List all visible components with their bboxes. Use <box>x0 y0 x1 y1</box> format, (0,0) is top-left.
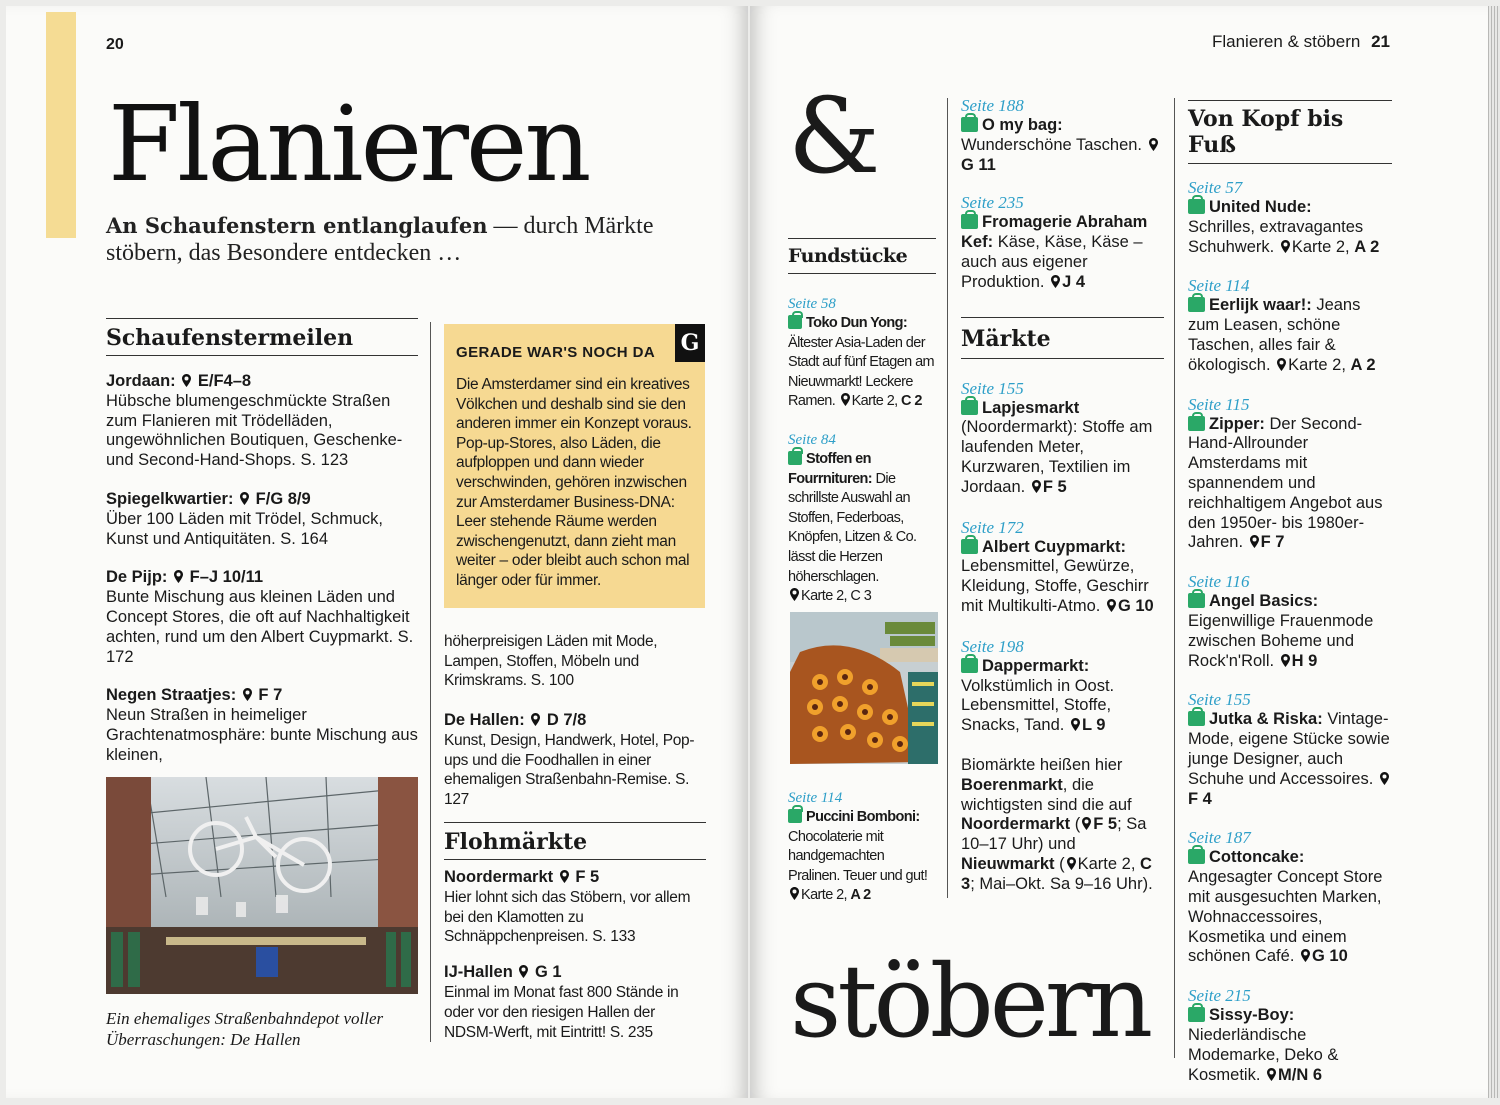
map-pin-icon <box>531 713 540 726</box>
entry-body <box>1188 848 1392 967</box>
kopf-column <box>1188 100 1392 1085</box>
shopping-bag-icon <box>1188 849 1205 864</box>
col2-continuation: höherpreisigen Läden mit Mode, Lampen, Stoffen, Möbeln und Krimskrams. S. 100 <box>444 633 658 689</box>
entry-ref: M/N 6 <box>1278 1065 1323 1084</box>
bio-text: ; Mai–Okt. Sa 9–16 Uhr). <box>970 874 1153 893</box>
yellow-accent-bar <box>46 12 76 238</box>
entry-ref: Karte 2, <box>1288 355 1346 374</box>
de-hallen-photo <box>106 777 418 994</box>
shopping-bag-icon <box>788 451 802 465</box>
seite-ref: Seite 155 <box>961 378 1024 398</box>
map-pin-icon <box>1071 718 1080 731</box>
page-header <box>1212 32 1390 52</box>
entry-ref: Karte 2, C 3 <box>801 588 872 605</box>
entry-text: Chocolaterie mit handgemachten Pralinen. Teuer und gut! <box>788 828 928 884</box>
entry-text: Bunte Mischung aus kleinen Läden und Concept Stores, die oft auf Nachhaltigkeit achten, rund um den Albert Cuypmarkt. S. 172 <box>106 588 414 666</box>
seite-ref: Seite 57 <box>1188 178 1243 197</box>
flohmaerkte-heading: Flohmärkte <box>444 822 706 860</box>
shopping-bag-icon <box>961 539 978 554</box>
entry-ref: G 10 <box>1117 596 1154 615</box>
bio-text: ( <box>1070 815 1081 834</box>
entry-text: Ältester Asia-Laden der Stadt auf fünf Etagen am Nieuwmarkt! Leckere Ramen. <box>788 334 935 410</box>
shopping-bag-icon <box>1188 416 1205 431</box>
entry-text: Eigenwillige Frauenmode zwischen Boheme und Rock'n'Roll. <box>1188 611 1374 670</box>
title-ampersand: & <box>788 75 881 197</box>
seite-ref: Seite 84 <box>788 431 836 448</box>
entry-ref: E/F4–8 <box>197 372 252 390</box>
entry-text: Volkstümlich in Oost. Lebensmittel, Stoffe, Snacks, Tand. <box>961 676 1115 735</box>
entry-name: Sissy-Boy: <box>1209 1006 1295 1025</box>
bio-bold: Noordermarkt <box>961 815 1071 834</box>
entry-body <box>1188 415 1392 554</box>
entry-name: De Hallen: <box>444 711 525 729</box>
map-pin-icon <box>1301 949 1310 962</box>
map-pin-icon <box>1380 772 1389 785</box>
shopping-bag-icon <box>961 400 978 415</box>
entry-de-pijp <box>106 568 418 667</box>
seite-ref: Seite 198 <box>961 636 1024 656</box>
entry-body <box>961 399 1164 498</box>
entry-name: Albert Cuypmarkt: <box>982 537 1126 556</box>
shopping-bag-icon <box>961 658 978 673</box>
entry-grid: C 2 <box>901 393 922 410</box>
entry-text: Kunst, Design, Handwerk, Hotel, Pop-ups und die Foodhallen in einer ehemaligen Straßenbahn-Remise. S. 127 <box>444 731 695 809</box>
intro-text <box>106 212 666 267</box>
shopping-bag-icon <box>788 809 802 823</box>
right-page <box>750 6 1488 1098</box>
page-number-right: 21 <box>1371 32 1390 51</box>
shopping-bag-icon <box>961 117 978 132</box>
column-divider <box>947 98 948 898</box>
intro-rest: — durch Märkte stöbern, das Besondere entdecken … <box>106 213 654 266</box>
entry-ref: Karte 2, <box>851 393 898 410</box>
kopf-entry <box>1188 572 1392 671</box>
entry-text: Über 100 Läden mit Trödel, Schmuck, Kunst und Antiquitäten. S. 164 <box>106 509 383 548</box>
flohmaerkte-column <box>444 822 706 1042</box>
g-badge: G <box>675 324 705 362</box>
entry-dappermarkt <box>961 637 1164 736</box>
shopping-bag-icon <box>961 214 978 229</box>
entry-text: Jeans zum Leasen, schöne Taschen, alles fair & ökologisch. <box>1188 296 1361 374</box>
entry-ref: G 1 <box>534 963 562 982</box>
fundstuecke-column <box>788 238 936 607</box>
entry-name: Stoffen en Fourrnituren: <box>788 450 873 487</box>
entry-name: Toko Dun Yong: <box>806 315 908 331</box>
entry-o-my-bag <box>961 96 1164 175</box>
map-pin-icon <box>560 870 569 883</box>
entry-text: Hier lohnt sich das Stöbern, vor allem bei den Klamotten zu Schnäppchenpreisen. S. 133 <box>444 888 691 946</box>
entry-name: Eerlijk waar!: <box>1209 296 1312 315</box>
entry-ref: Karte 2, <box>1291 237 1350 256</box>
seite-ref: Seite 172 <box>961 517 1024 537</box>
map-pin-icon <box>1149 138 1158 151</box>
seite-ref: Seite 155 <box>1188 690 1251 710</box>
gerade-box <box>444 324 705 608</box>
entry-ref: G 10 <box>1312 947 1348 966</box>
map-pin-icon <box>243 688 252 701</box>
bio-text: ; Sa 10–17 Uhr) und <box>961 815 1147 854</box>
intro-bold: An Schaufenstern entlanglaufen <box>106 213 488 238</box>
kopf-entry <box>1188 276 1392 375</box>
shopping-bag-icon <box>1188 199 1205 214</box>
entry-text: Die schrillste Auswahl an Stoffen, Federboas, Knöpfen, Litzen & Co. lässt die Herzen höherschlagen. <box>788 470 917 585</box>
seite-ref: Seite 114 <box>788 790 843 806</box>
entry-name: Jordaan: <box>106 372 176 390</box>
entry-text: Einmal im Monat fast 800 Stände in oder vor den riesigen Hallen der NDSM-Werft, mit Eintritt! S. 235 <box>444 983 679 1041</box>
seite-ref: Seite 116 <box>1188 572 1250 592</box>
entry-text: Vintage-Mode, eigene Stücke sowie junge Designer, auch Schuhe und Accessoires. <box>1188 710 1390 788</box>
map-pin-icon <box>174 570 183 583</box>
kopf-heading: Von Kopf bis Fuß <box>1188 100 1392 164</box>
entry-fromagerie <box>961 193 1164 292</box>
entry-text: Wunderschöne Taschen. <box>961 135 1143 154</box>
fund-entry-puccini <box>788 788 938 906</box>
bio-text: ( <box>1054 854 1065 873</box>
map-pin-icon <box>1051 275 1060 288</box>
entry-body <box>1188 710 1392 809</box>
entry-text: (Noordermarkt): Stoffe am laufenden Meter, Kurzwaren, Textilien im Jordaan. <box>961 418 1153 496</box>
fund-entry-toko <box>788 294 936 412</box>
map-pin-icon <box>1082 817 1091 830</box>
kopf-list <box>1188 178 1392 1085</box>
map-pin-icon <box>1032 480 1041 493</box>
entry-ref: G 11 <box>961 155 996 174</box>
maerkte-heading: Märkte <box>961 317 1164 359</box>
entry-albert-cuyp <box>961 518 1164 617</box>
column-b <box>961 96 1164 895</box>
map-pin-icon <box>1067 857 1076 870</box>
entry-body <box>1188 592 1392 671</box>
shopping-bag-icon <box>788 315 802 329</box>
entry-grid: A 2 <box>1354 237 1380 256</box>
fundstuecke-heading: Fundstücke <box>788 238 936 274</box>
entry-text: Niederländische Modemarke, Deko & Kosmetik. <box>1188 1025 1339 1084</box>
fund-text <box>788 808 938 906</box>
bio-ref: Karte 2, <box>1077 854 1136 873</box>
entry-name: IJ-Hallen <box>444 963 513 982</box>
map-pin-icon <box>1281 654 1290 667</box>
entry-body <box>961 538 1164 617</box>
entry-name: Noordermarkt <box>444 868 554 886</box>
entry-ref: F 4 <box>1188 789 1212 808</box>
entry-body <box>1188 296 1392 375</box>
map-pin-icon <box>240 492 249 505</box>
entry-ref: F/G 8/9 <box>255 489 311 508</box>
entry-ij-hallen <box>444 963 706 1042</box>
entry-ref: L 9 <box>1081 716 1106 735</box>
seite-ref: Seite 215 <box>1188 986 1251 1006</box>
entry-text: Der Second-Hand-Allrounder Amsterdams mit spannendem und reichhaltigem Angebot aus den 1950er- bis 1980er-Jahren. <box>1188 414 1383 552</box>
entry-body <box>961 213 1164 292</box>
entry-name: Angel Basics: <box>1209 592 1319 611</box>
entry-ref: F–J 10/11 <box>189 568 264 587</box>
entry-grid: A 2 <box>850 887 871 904</box>
entry-name: Dappermarkt: <box>982 656 1090 675</box>
fund-text <box>788 450 936 607</box>
bio-ref-grid: C 3 <box>961 854 1152 893</box>
schaufenster-column <box>106 318 418 766</box>
bio-text: Biomärkte heißen hier <box>961 755 1123 774</box>
left-page <box>6 6 748 1098</box>
entry-name: Puccini Bomboni: <box>806 809 920 825</box>
entry-text: Schrilles, extravagantes Schuhwerk. <box>1188 217 1364 256</box>
fund-text <box>788 314 936 412</box>
entry-name: Cottoncake: <box>1209 848 1305 867</box>
entry-name: O my bag: <box>982 116 1063 134</box>
map-pin-icon <box>182 374 191 387</box>
kopf-entry <box>1188 395 1392 554</box>
map-pin-icon <box>1267 1068 1276 1081</box>
title-stoebern: stöbern <box>790 943 1150 1060</box>
column-divider <box>430 322 431 1042</box>
kopf-entry <box>1188 986 1392 1085</box>
map-pin-icon <box>1277 358 1286 371</box>
map-pin-icon <box>519 965 528 978</box>
entry-ref: Karte 2, <box>801 887 847 904</box>
entry-body <box>1188 1006 1392 1085</box>
entry-ref: F 5 <box>1042 477 1067 496</box>
entry-ref: F 7 <box>1260 533 1285 552</box>
header-title: Flanieren & stöbern <box>1211 32 1361 51</box>
entry-text: Käse, Käse, Käse – auch aus eigener Produktion. <box>961 233 1143 291</box>
entry-ref: H 9 <box>1291 651 1318 670</box>
entry-body <box>1188 198 1392 257</box>
map-pin-icon <box>841 393 850 406</box>
page-title: Flanieren <box>108 83 589 205</box>
entry-name: De Pijp: <box>106 568 168 587</box>
entry-ref: D 7/8 <box>546 711 587 729</box>
entry-name: Jutka & Riska: <box>1209 710 1323 729</box>
entry-jordaan <box>106 372 418 471</box>
entry-spiegelkwartier <box>106 490 418 549</box>
biomaerkte-text <box>961 756 1164 895</box>
column-divider <box>1174 98 1175 1058</box>
seite-ref: Seite 235 <box>961 193 1024 213</box>
seite-ref: Seite 187 <box>1188 828 1251 848</box>
entry-lapjesmarkt <box>961 379 1164 498</box>
map-pin-icon <box>790 588 799 601</box>
shopping-bag-icon <box>1188 297 1205 312</box>
page-number-left: 20 <box>106 36 124 53</box>
seite-ref: Seite 58 <box>788 296 836 312</box>
entry-negen-straatjes <box>106 686 418 765</box>
seite-ref: Seite 188 <box>961 96 1024 115</box>
kopf-entry <box>1188 828 1392 967</box>
box-title: GERADE WAR'S NOCH DA <box>456 344 656 361</box>
entry-text: Hübsche blumengeschmückte Straßen zum Flanieren mit Trödelläden, ungewöhnlichen Boutiquen, Geschenke- und Second-Hand-Shops. S. 123 <box>106 391 403 470</box>
entry-name: United Nude: <box>1209 198 1312 216</box>
entry-body <box>961 657 1164 736</box>
seite-ref: Seite 115 <box>1188 394 1250 414</box>
photo-caption: Ein ehemaliges Straßenbahndepot voller Überraschungen: De Hallen <box>106 1009 384 1049</box>
entry-name: Negen Straatjes: <box>106 686 237 705</box>
entry-ref: F 5 <box>575 868 600 886</box>
entry-grid: A 2 <box>1350 355 1376 374</box>
entry-name: Fromagerie Abraham Kef: <box>961 213 1148 252</box>
shopping-bag-icon <box>1188 593 1205 608</box>
entry-name: Zipper: <box>1209 414 1265 433</box>
entry-name: Lapjesmarkt <box>982 398 1080 417</box>
shopping-bag-icon <box>1188 711 1205 726</box>
schaufenster-heading: Schaufenstermeilen <box>106 318 418 356</box>
entry-ref: F 7 <box>258 686 283 705</box>
bio-bold: Nieuwmarkt <box>961 854 1055 873</box>
map-pin-icon <box>1281 240 1290 253</box>
kopf-entry <box>1188 178 1392 257</box>
entry-name: Spiegelkwartier: <box>106 489 234 508</box>
entry-text: Angesagter Concept Store mit ausgesuchten Marken, Wohnaccessoires, Kosmetika und einem schönen Café. <box>1188 868 1383 966</box>
seite-ref: Seite 114 <box>1188 276 1250 296</box>
bio-bold: Boerenmarkt <box>961 775 1063 794</box>
box-text: Die Amsterdamer sind ein kreatives Völkchen und deshalb sind sie den anderen immer ein Konzept voraus. Pop-up-Stores, also Läden, die aufploppen und dann wieder verschwinden, gehören inzwischen zur Amsterdamer Business-DNA: Leer stehende Räume werden zwischengenutzt, dann zieht man weiter – oder bleibt auch schon mal länger oder für immer. <box>456 376 692 589</box>
bio-text: , die wichtigsten sind die auf <box>961 775 1132 814</box>
shopping-bag-icon <box>1188 1007 1205 1022</box>
map-pin-icon <box>1107 599 1116 612</box>
page-edges <box>1488 6 1500 1098</box>
bio-ref: F 5 <box>1093 815 1118 834</box>
kopf-entry <box>1188 690 1392 809</box>
fund-entry-stoffen <box>788 430 936 607</box>
map-pin-icon <box>1250 535 1259 548</box>
entry-de-hallen <box>444 711 706 810</box>
entry-ref: J 4 <box>1062 272 1085 291</box>
fabric-photo <box>790 612 938 764</box>
entry-body <box>961 116 1164 175</box>
entry-noordermarkt <box>444 868 706 947</box>
entry-text: Lebensmittel, Gewürze, Kleidung, Stoffe, Geschirr mit Multikulti-Atmo. <box>961 557 1149 615</box>
map-pin-icon <box>790 887 799 900</box>
entry-text: Neun Straßen in heimeliger Grachtenatmosphäre: bunte Mischung aus kleinen, <box>106 706 418 764</box>
